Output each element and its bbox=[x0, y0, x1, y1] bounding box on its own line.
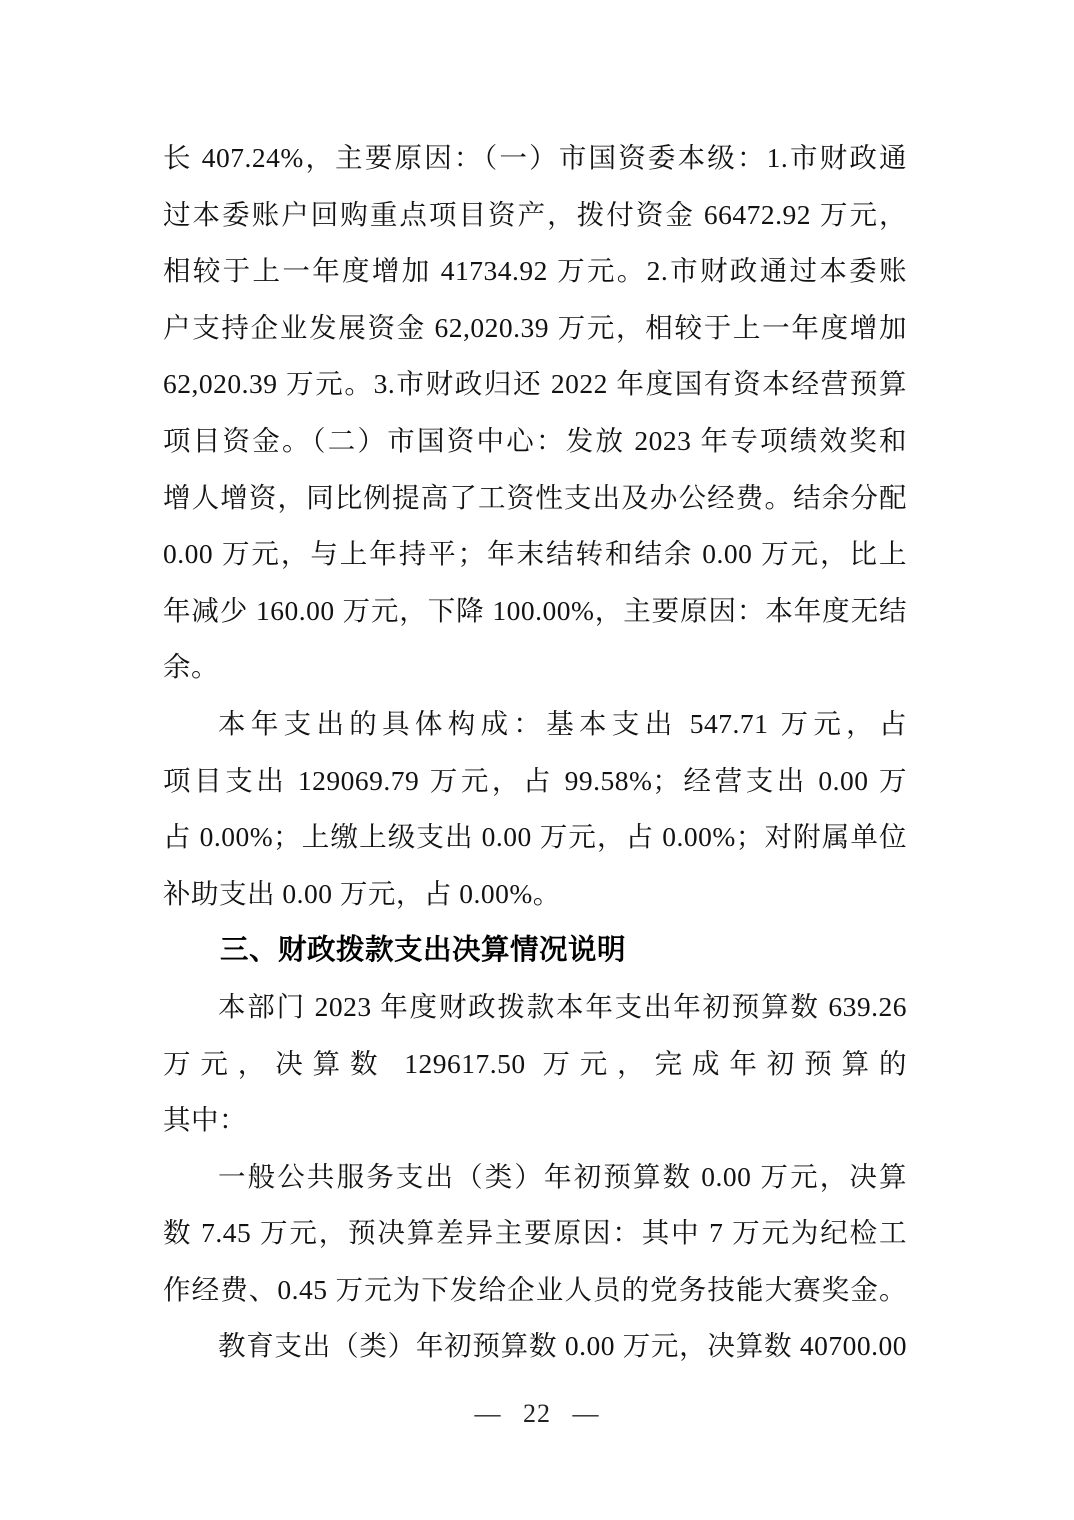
text-line: 余。 bbox=[163, 651, 219, 683]
text-line: 年减少 160.00 万元，下降 100.00%，主要原因：本年度无结 bbox=[163, 594, 907, 626]
text-line: 过本委账户回购重点项目资产，拨付资金 66472.92 万元， bbox=[163, 198, 907, 230]
text-line: 本部门 2023 年度财政拨款本年支出年初预算数 639.26 bbox=[218, 990, 907, 1022]
text-line: 数 7.45 万元，预决算差异主要原因：其中 7 万元为纪检工 bbox=[163, 1217, 907, 1249]
text-line: 相较于上一年度增加 41734.92 万元。2.市财政通过本委账 bbox=[163, 255, 907, 287]
text-line: 教育支出（类）年初预算数 0.00 万元，决算数 40700.00 bbox=[218, 1330, 907, 1362]
text-line: 占 0.00%；上缴上级支出 0.00 万元，占 0.00%；对附属单位 bbox=[163, 821, 907, 853]
text-line: 长 407.24%，主要原因：（一）市国资委本级：1.市财政通 bbox=[163, 142, 907, 173]
text-line: 作经费、0.45 万元为下发给企业人员的党务技能大赛奖金。 bbox=[163, 1273, 907, 1305]
text-line: 0.00 万元，与上年持平；年末结转和结余 0.00 万元，比上 bbox=[163, 538, 907, 570]
text-line: 增人增资，同比例提高了工资性支出及办公经费。结余分配 bbox=[163, 481, 907, 513]
text-line: 本年支出的具体构成：基本支出 547.71 万元，占 bbox=[218, 707, 907, 739]
text-line: 项目资金。（二）市国资中心：发放 2023 年专项绩效奖和 bbox=[163, 424, 907, 456]
text-line: 户支持企业发展资金 62,020.39 万元，相较于上一年度增加 bbox=[163, 311, 907, 343]
text-line: 一般公共服务支出（类）年初预算数 0.00 万元，决算 bbox=[218, 1160, 907, 1192]
text-line: 62,020.39 万元。3.市财政归还 2022 年度国有资本经营预算 bbox=[163, 368, 907, 400]
page-number: — 22 — bbox=[474, 1399, 600, 1428]
text-line: 补助支出 0.00 万元，占 0.00%。 bbox=[163, 877, 561, 909]
section-heading: 三、财政拨款支出决算情况说明 bbox=[220, 934, 627, 967]
text-block bbox=[163, 130, 907, 1375]
text-line: 项目支出 129069.79 万元，占 99.58%；经营支出 0.00 万 bbox=[163, 764, 907, 796]
text-line: 万元，决算数 129617.50 万元，完成年初预算的 bbox=[163, 1047, 907, 1079]
text-line: 其中： bbox=[163, 1104, 247, 1136]
